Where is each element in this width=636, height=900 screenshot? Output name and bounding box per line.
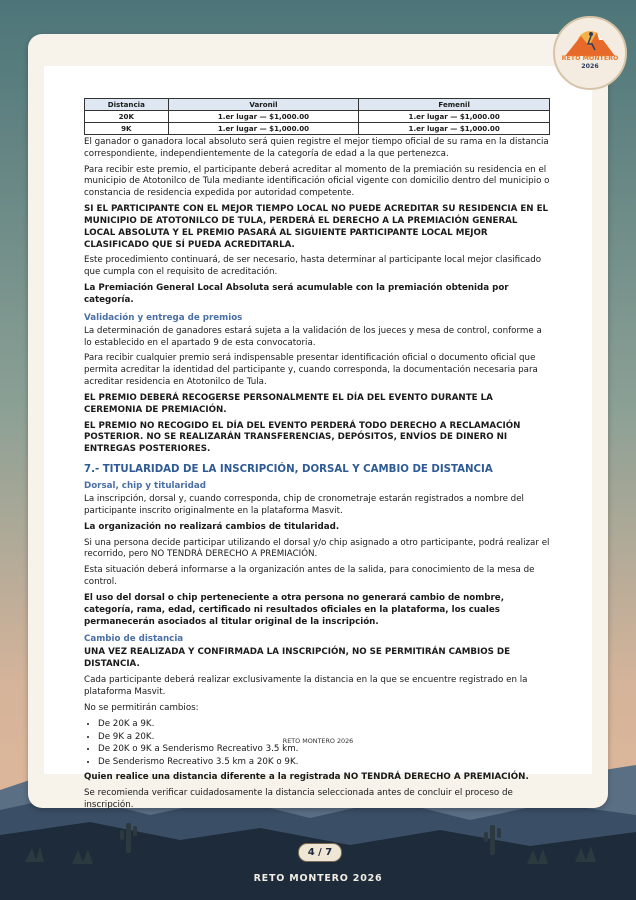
logo-year: 2026 bbox=[581, 62, 599, 70]
paragraph: Se recomienda verificar cuidadosamente la distancia seleccionada antes de concluir el proceso de inscripción. bbox=[84, 787, 513, 810]
list-item: • De 20K o 9K a Senderismo Recreativo 3.5 km. bbox=[98, 743, 550, 755]
paragraph: La determinación de ganadores estará sujeta a la validación de los jueces y mesa de control, conforme a lo establecido en el apartado 9 de esta convocatoria. bbox=[84, 325, 542, 348]
page-indicator: 4 / 7 bbox=[298, 843, 342, 862]
paragraph: Si una persona decide participar utilizando el dorsal y/o chip asignado a otro participante, podrá realizar el recorrido, pero NO TENDRÁ DERECHO A PREMIACIÓN. bbox=[84, 537, 550, 560]
subheading-cambio: Cambio de distancia bbox=[84, 634, 184, 645]
warning-paragraph: UNA VEZ REALIZADA Y CONFIRMADA LA INSCRIPCIÓN, NO SE PERMITIRÁN CAMBIOS DE DISTANCIA. bbox=[84, 647, 511, 670]
paragraph: Cada participante deberá realizar exclusivamente la distancia en la que se encuentre registrado en la plataforma Masvit. bbox=[84, 674, 528, 697]
table-cell: 1.er lugar — $1,000.00 bbox=[168, 111, 359, 123]
bottom-title: RETO MONTERO 2026 bbox=[253, 873, 383, 884]
page-footer: RETO MONTERO 2026 bbox=[282, 737, 354, 745]
prize-table-header-row bbox=[85, 99, 550, 111]
reto-montero-logo bbox=[553, 16, 627, 90]
subheading-validacion: Validación y entrega de premios bbox=[84, 312, 243, 323]
table-row bbox=[85, 111, 550, 123]
table-cell: 1.er lugar — $1,000.00 bbox=[168, 123, 359, 135]
table-row bbox=[85, 123, 550, 135]
paragraph: La inscripción, dorsal y, cuando corresponda, chip de cronometraje estarán registrados a nombre del participante inscrito originalmente en la plataforma Masvit. bbox=[84, 494, 524, 516]
warning-paragraph: EL PREMIO NO RECOGIDO EL DÍA DEL EVENTO PERDERÁ TODO DERECHO A RECLAMACIÓN POSTERIOR. NO SE REALIZARÁN TRANSFERENCIAS, DEPÓSITOS, ENVÍOS DE DINERO NI ENTREGAS POSTERIORES. bbox=[84, 420, 521, 455]
paragraph: El ganador o ganadora local absoluto será quien registre el mejor tiempo oficial de su rama en la distancia correspondiente, independientemente de la categoría de edad a la que pertenezca. bbox=[84, 137, 549, 159]
bold-paragraph: La Premiación General Local Absoluta será acumulable con la premiación obtenida por categoría. bbox=[84, 283, 509, 305]
paragraph: Este procedimiento continuará, de ser necesario, hasta determinar al participante local mejor clasificado que cumpla con el requisito de acreditación. bbox=[84, 255, 542, 278]
bold-paragraph: El uso del dorsal o chip perteneciente a otra persona no generará cambio de nombre, categoría, rama, edad, certificado ni resultados oficiales en la plataforma, los cuales permanecerán asociados al titular original de la inscripción. bbox=[84, 592, 505, 627]
bold-paragraph: La organización no realizará cambios de titularidad. bbox=[84, 521, 340, 532]
table-header-distance: Distancia bbox=[85, 99, 169, 111]
prize-table bbox=[84, 98, 550, 135]
list-item: • De 9K a 20K. bbox=[98, 731, 550, 743]
table-header-female: Femenil bbox=[359, 99, 550, 111]
paragraph: Esta situación deberá informarse a la organización antes de la salida, para conocimiento de la mesa de control. bbox=[84, 565, 535, 588]
table-cell: 9K bbox=[85, 123, 169, 135]
logo-name: RETO MONTERO bbox=[561, 55, 619, 62]
table-cell: 1.er lugar — $1,000.00 bbox=[359, 123, 550, 135]
table-header-male: Varonil bbox=[168, 99, 359, 111]
subheading-dorsal: Dorsal, chip y titularidad bbox=[84, 481, 206, 492]
table-cell: 20K bbox=[85, 111, 169, 123]
list-item: • De 20K a 9K. bbox=[98, 718, 550, 730]
warning-paragraph: SI EL PARTICIPANTE CON EL MEJOR TIEMPO LOCAL NO PUEDE ACREDITAR SU RESIDENCIA EN EL MUNICIPIO DE ATOTONILCO DE TULA, PERDERÁ EL DERECHO A LA PREMIACIÓN GENERAL LOCAL ABSOLUTA Y EL PREMIO PASARÁ AL SIGUIENTE PARTICIPANTE LOCAL MEJOR CLASIFICADO QUE SÍ PUEDA ACREDITARLA. bbox=[84, 204, 549, 250]
document-content bbox=[84, 98, 550, 815]
paragraph: Para recibir cualquier premio será indispensable presentar identificación oficial o documento oficial que permita acreditar la identidad del participante y, cuando corresponda, la documentación necesaria para acreditar residencia en Atotonilco de Tula. bbox=[84, 353, 538, 388]
warning-paragraph: EL PREMIO DEBERÁ RECOGERSE PERSONALMENTE EL DÍA DEL EVENTO DURANTE LA CEREMONIA DE PREMIACIÓN. bbox=[84, 392, 493, 415]
section-heading-7: 7.- TITULARIDAD DE LA INSCRIPCIÓN, DORSAL Y CAMBIO DE DISTANCIA bbox=[84, 464, 493, 476]
document-sheet bbox=[44, 66, 592, 810]
bold-paragraph: Quien realice una distancia diferente a la registrada NO TENDRÁ DERECHO A PREMIACIÓN. bbox=[84, 771, 529, 782]
paragraph: No se permitirán cambios: bbox=[84, 702, 199, 713]
list-item: • De Senderismo Recreativo 3.5 km a 20K o 9K. bbox=[98, 756, 550, 768]
paragraph: Para recibir este premio, el participante deberá acreditar al momento de la premiación su residencia en el municipio de Atotonilco de Tula mediante identificación oficial vigente con domicilio dentro del municipio o constancia de residencia expedida por autoridad competente. bbox=[84, 164, 550, 199]
table-cell: 1.er lugar — $1,000.00 bbox=[359, 111, 550, 123]
